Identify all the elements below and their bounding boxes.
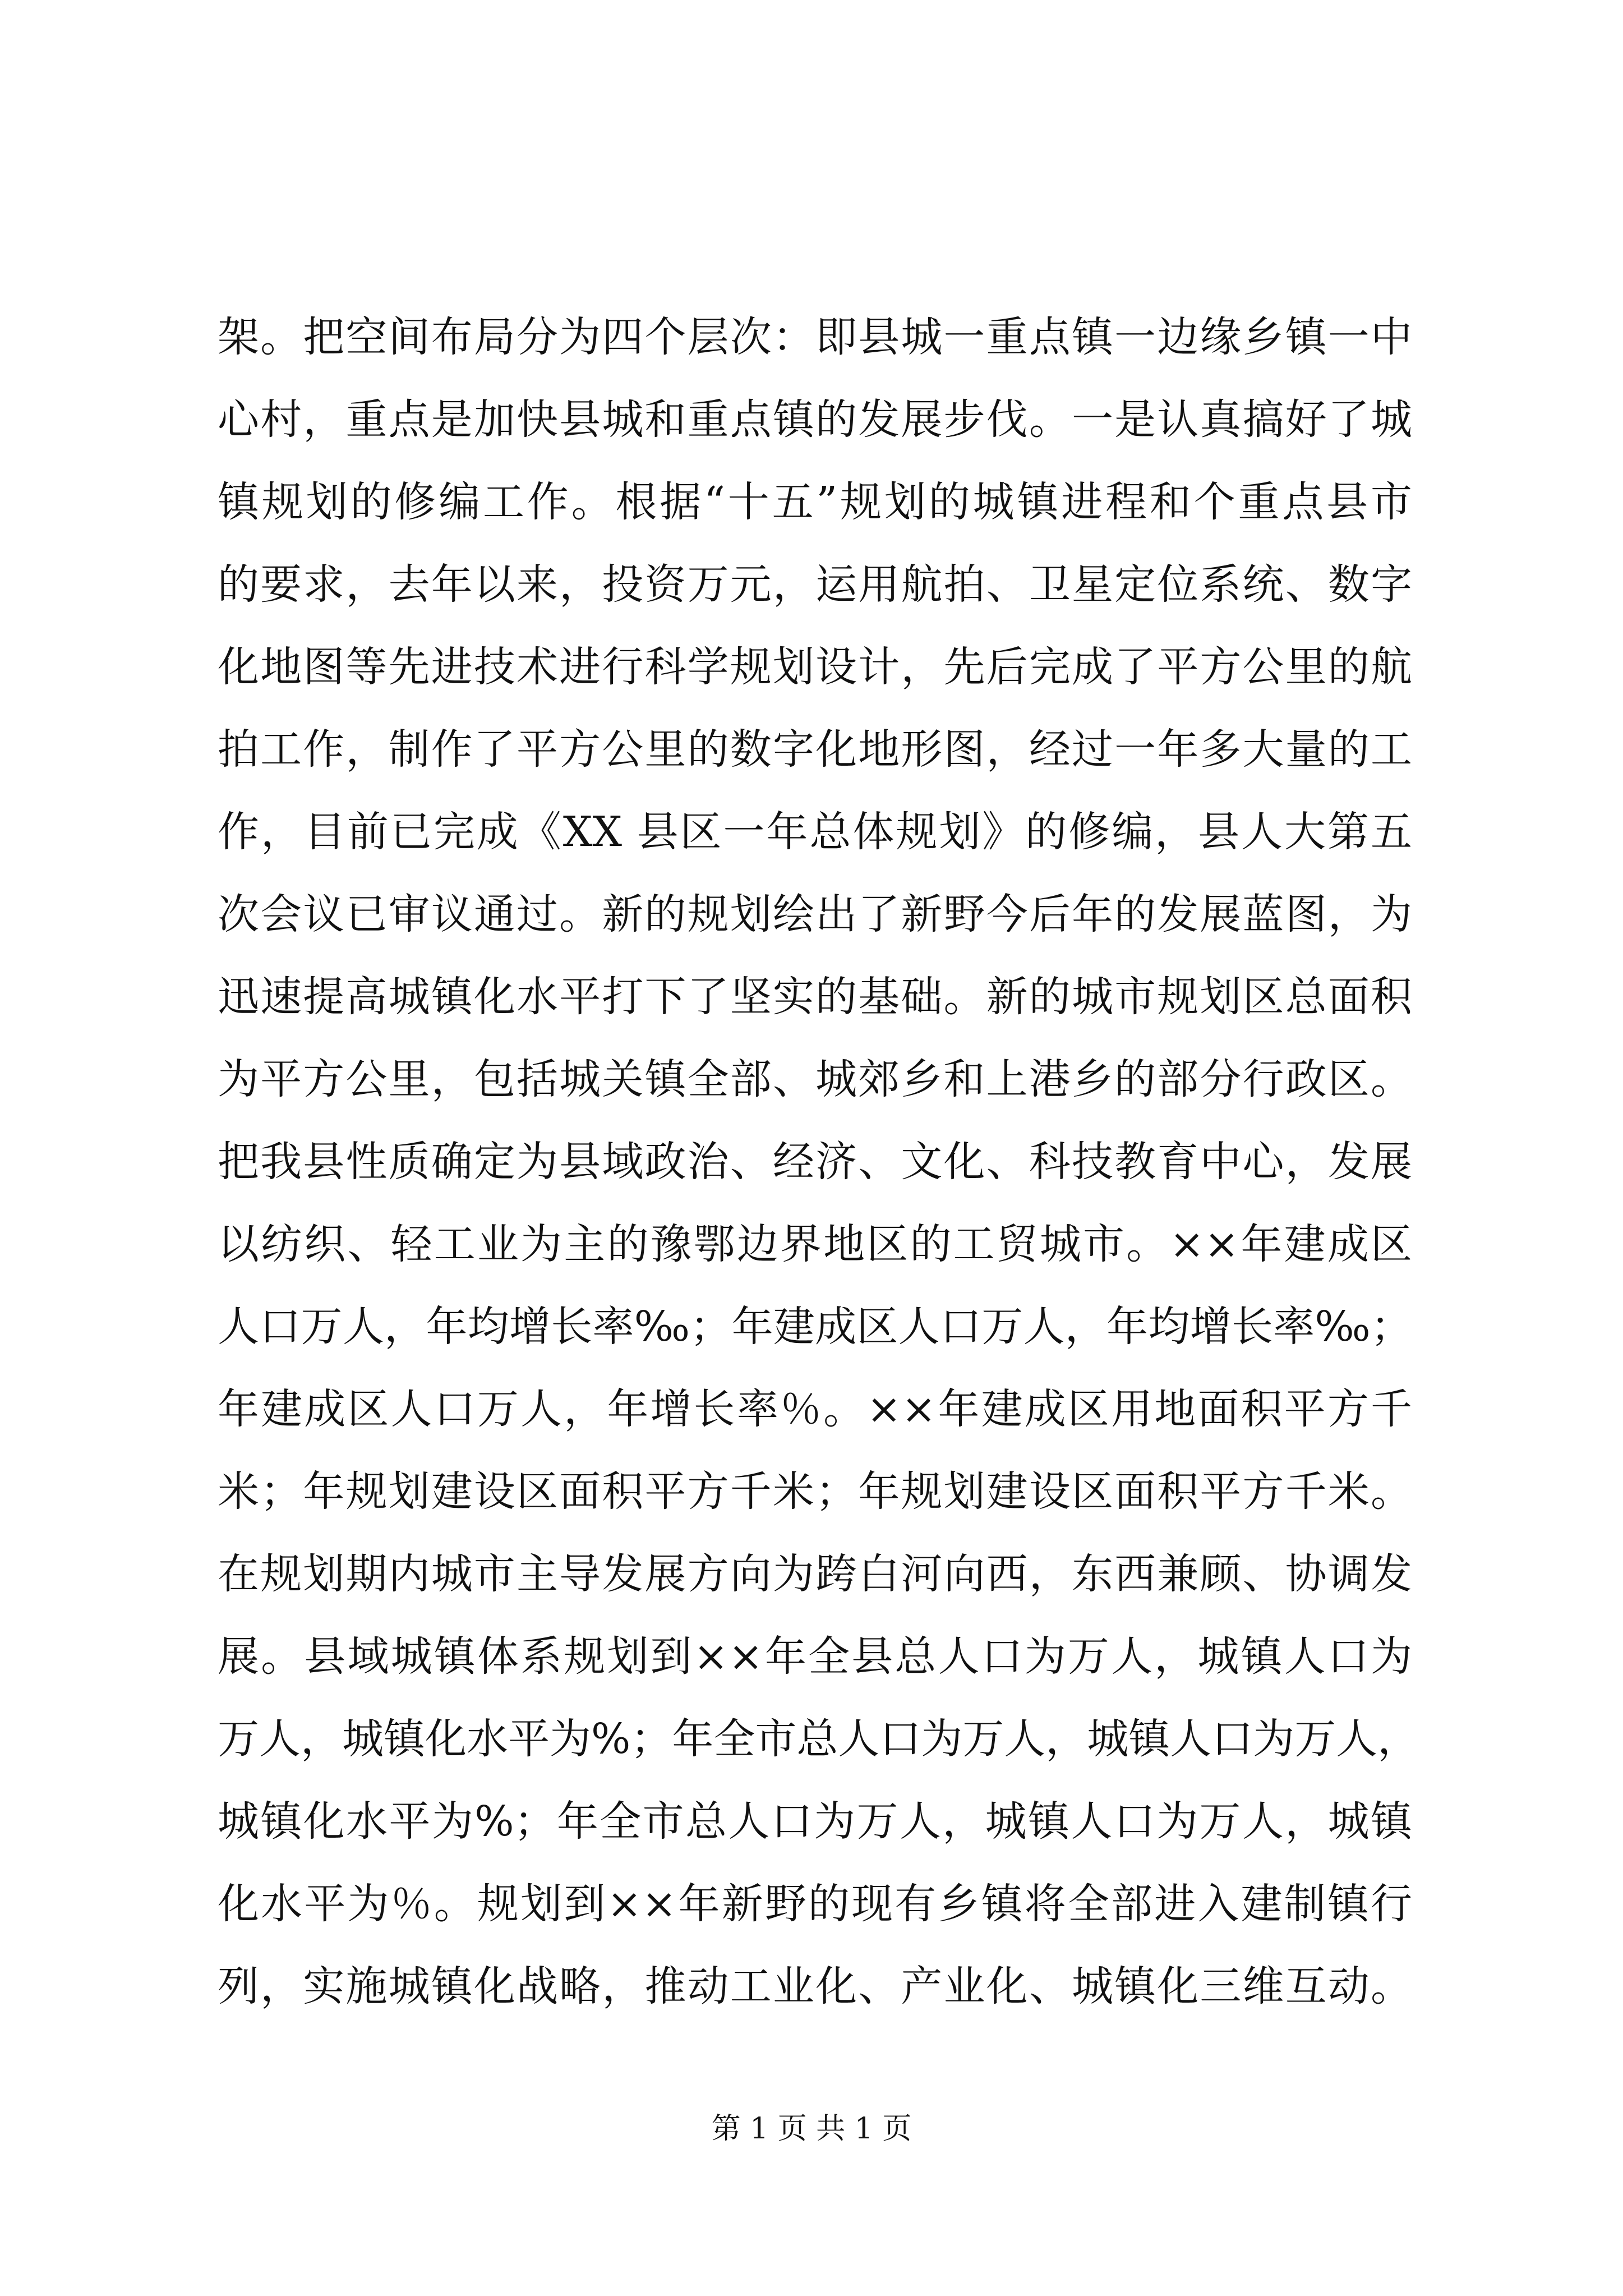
paragraph-line-7: 作，目前已完成《XX 县区一年总体规划》的修编，县人大第五: [218, 808, 1412, 856]
paragraph-line-12: 以纺织、轻工业为主的豫鄂边界地区的工贸城市。××年建成区: [218, 1220, 1412, 1268]
paragraph-line-5: 化地图等先进技术进行科学规划设计，先后完成了平方公里的航: [218, 643, 1412, 691]
paragraph-line-11: 把我县性质确定为县域政治、经济、文化、科技教育中心，发展: [218, 1138, 1412, 1186]
paragraph-line-9: 迅速提高城镇化水平打下了坚实的基础。新的城市规划区总面积: [218, 973, 1412, 1021]
paragraph-line-3: 镇规划的修编工作。根据“十五”规划的城镇进程和个重点县市: [218, 478, 1412, 526]
paragraph-line-18: 万人，城镇化水平为%；年全市总人口为万人，城镇人口为万人，: [218, 1715, 1419, 1763]
paragraph-line-2: 心村，重点是加快县城和重点镇的发展步伐。一是认真搞好了城: [218, 395, 1412, 444]
paragraph-line-4: 的要求，去年以来，投资万元，运用航拍、卫星定位系统、数字: [218, 560, 1412, 609]
page-footer: 第 1 页 共 1 页: [711, 2112, 912, 2146]
paragraph-line-10: 为平方公里，包括城关镇全部、城郊乡和上港乡的部分行政区。: [218, 1055, 1412, 1103]
paragraph-line-19: 城镇化水平为%；年全市总人口为万人，城镇人口为万人，城镇: [218, 1797, 1412, 1846]
paragraph-line-1: 架。把空间布局分为四个层次：即县城一重点镇一边缘乡镇一中: [218, 313, 1412, 361]
paragraph-line-20: 化水平为％。规划到××年新野的现有乡镇将全部进入建制镇行: [218, 1880, 1412, 1928]
paragraph-line-15: 米；年规划建设区面积平方千米；年规划建设区面积平方千米。: [218, 1467, 1412, 1516]
body-paragraph: [218, 296, 1419, 2028]
paragraph-line-17: 展。县域城镇体系规划到××年全县总人口为万人，城镇人口为: [218, 1632, 1412, 1681]
paragraph-line-21: 列，实施城镇化战略，推动工业化、产业化、城镇化三维互动。: [218, 1962, 1412, 2010]
paragraph-line-14: 年建成区人口万人，年增长率％。××年建成区用地面积平方千: [218, 1385, 1412, 1433]
paragraph-line-13: 人口万人，年均增长率‰；年建成区人口万人，年均增长率‰；: [218, 1303, 1412, 1351]
paragraph-line-8: 次会议已审议通过。新的规划绘出了新野今后年的发展蓝图，为: [218, 890, 1412, 938]
paragraph-line-16: 在规划期内城市主导发展方向为跨白河向西，东西兼顾、协调发: [218, 1550, 1412, 1598]
paragraph-line-6: 拍工作，制作了平方公里的数字化地形图，经过一年多大量的工: [218, 725, 1412, 774]
